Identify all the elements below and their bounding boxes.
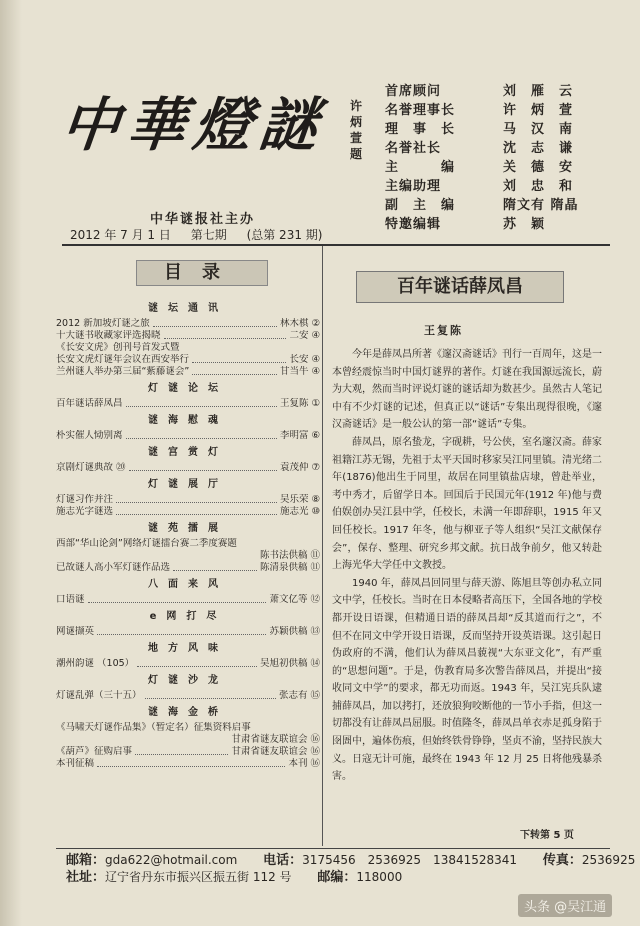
toc-leader-dots (153, 318, 277, 327)
toc-item-author: 长安 (289, 354, 309, 365)
staff-name: 刘 雁 云 (503, 84, 574, 99)
toc-item-author: 陈清泉供稿 (259, 562, 308, 573)
toc-leader-dots (126, 430, 277, 439)
toc-item[interactable] (56, 354, 320, 366)
toc-leader-dots (97, 758, 285, 767)
address-label: 社址： (66, 870, 106, 885)
toc-item[interactable] (56, 690, 320, 702)
toc-item-title: 西部“华山论剑”网络灯谜擂台赛二季度赛题 (56, 538, 237, 549)
zip-label: 邮编： (317, 870, 357, 885)
toc-item-author: 吴旭初供稿 (259, 658, 308, 669)
toc-item[interactable] (56, 330, 320, 342)
toc-item-author: 甘肃省谜友联谊会 (231, 734, 308, 745)
toc-item[interactable] (56, 342, 320, 354)
toc-item[interactable] (56, 462, 320, 474)
toc-item[interactable] (56, 398, 320, 410)
toc-item[interactable] (56, 318, 320, 330)
toc-leader-dots (192, 354, 286, 363)
toc-item-author: 李明富 (279, 430, 309, 441)
toc-section-title: 八面来风 (148, 579, 228, 590)
toc-leader-dots (126, 398, 277, 407)
toc-section-title: e网打尽 (149, 611, 227, 622)
toc-item-page: ④ (311, 354, 320, 365)
toc-leader-dots (135, 746, 228, 755)
toc-item-author: 萧文亿等 (269, 594, 308, 605)
toc-item-title: 《马啸天灯谜作品集》（暂定名）征集资料启事 (56, 722, 251, 733)
toc-item-page: ⑦ (311, 462, 320, 473)
toc-item-title: 已故谜人高小军灯谜作品选 (56, 562, 171, 573)
toc-item-page: ⑯ (310, 746, 320, 757)
toc-section-title: 灯谜论坛 (148, 383, 228, 394)
toc-item[interactable] (56, 562, 320, 574)
toc-item-author: 施志光 (279, 506, 309, 517)
toc-leader-dots (192, 366, 277, 375)
fax-value: 2536925 (581, 853, 636, 867)
staff-list (385, 80, 603, 232)
staff-name: 马 汉 南 (503, 122, 574, 137)
staff-title: 副 主 编 (385, 198, 456, 213)
toc-section-title: 灯谜沙龙 (148, 675, 228, 686)
toc-section-title: 谜宫赏灯 (148, 447, 228, 458)
toc-item-author: 甘肃省谜友联谊会 (231, 746, 308, 757)
staff-name: 关 德 安 (503, 160, 574, 175)
toc-item[interactable] (56, 366, 320, 378)
toc-section-title: 地方风味 (148, 643, 228, 654)
staff-title: 主编助理 (385, 179, 442, 194)
toc-item-page: ④ (311, 330, 320, 341)
column-divider (322, 246, 323, 846)
fax-label: 传真： (542, 853, 582, 868)
toc-section-title: 谜海金桥 (148, 707, 228, 718)
toc-item-author: 吴乐荣 (279, 494, 309, 505)
toc-item-author: 林木棋 (279, 318, 309, 329)
toc-item[interactable] (56, 734, 320, 746)
page-fold-shadow (0, 0, 22, 926)
phone-value: 3175456 2536925 13841528341 (302, 853, 518, 867)
toc-leader-dots (116, 506, 277, 515)
footer-contacts (66, 852, 635, 886)
toc-leader-dots (97, 626, 266, 635)
staff-row (385, 137, 603, 156)
toc-item-title: 朴实催人恸别离 (56, 430, 123, 441)
toc-item-author: 袁茂仲 (279, 462, 309, 473)
staff-title: 特邀编辑 (385, 217, 442, 232)
toc-item-page: ⑬ (310, 626, 320, 637)
toc-item-page: ① (311, 398, 320, 409)
staff-title: 名誉理事长 (385, 103, 456, 118)
toc-item[interactable] (56, 626, 320, 638)
toc-leader-dots (137, 658, 257, 667)
issue-total: (总第 231 期) (246, 228, 323, 242)
toc-section-title: 谜海慰魂 (148, 415, 228, 426)
article-paragraph: 薛凤昌，原名蛰龙，字砚耕，号公侠，室名邃汉斋。薛家祖籍江苏无锡，先祖于太平天国时移家吴江同里镇。清光绪二年(1876)他出生于同里，故居在同里镇盐店埭，曾赴举业，考中秀才，后留学日本。回国后于民国元年(1912 年)他与费伯娱创办吴江县中学，任校长，未满一年即辞职，1915 年又回任校长。1917 年冬，他与柳亚子等人组织“吴江文献保存会”，保存、整理、研究乡邦文献。抗日战争前夕，他又转赴上海光华大学任中文教授。 (332, 436, 602, 572)
toc-item-author: 王复陈 (279, 398, 309, 409)
toc-item-author: 本刊 (288, 758, 308, 769)
staff-row (385, 80, 603, 99)
sponsor-line: 中华谜报社主办 (150, 212, 256, 227)
staff-row (385, 213, 603, 232)
masthead-title: 中華燈謎 (57, 91, 330, 159)
toc-item-title: 灯谜乱弹（三十五） (56, 690, 142, 701)
toc-item-page: ② (311, 318, 320, 329)
toc-item-author: 甘当牛 (279, 366, 309, 377)
toc-item-page: ⑭ (310, 658, 320, 669)
staff-row (385, 118, 603, 137)
toc-item-page: ⑥ (311, 430, 320, 441)
zip-value: 118000 (356, 870, 403, 884)
table-of-contents (56, 298, 320, 770)
toc-item-page: ④ (311, 366, 320, 377)
toc-item-page: ⑯ (310, 758, 320, 769)
toc-leader-dots (116, 494, 277, 503)
toc-leader-dots (129, 462, 277, 471)
staff-row (385, 194, 603, 213)
toc-leader-dots (164, 330, 287, 339)
toc-section-title: 灯谜展厅 (148, 479, 228, 490)
toc-item[interactable] (56, 506, 320, 518)
toc-section-title: 谜苑擂展 (148, 523, 228, 534)
toc-item[interactable] (56, 758, 320, 770)
dateline (70, 226, 338, 243)
issue-number: 第七期 (190, 228, 227, 242)
email-value: gda622@hotmail.com (105, 853, 238, 867)
toc-item-title: 灯谜习作并注 (56, 494, 114, 505)
toc-item[interactable] (56, 722, 320, 734)
toc-item-author: 苏颖供稿 (269, 626, 308, 637)
toc-item-title: 《葫芦》征购启事 (56, 746, 133, 757)
article-paragraph: 1940 年，薛凤昌回同里与薛天游、陈旭旦等创办私立同文中学，任校长。当时在日本侵略者高压下，全国各地的学校都开设日语课，但精通日语的薛凤昌却“反其道而行之”，不但不在同文中学开设日语课，反而坚持开设英语课。这引起日伪政府的不满，他们认为薛凤昌藐视“大东亚文化”，有严重的“思想问题”。于是，伪教育局多次警告薛凤昌，并提出“接收同文中学”的要求，都无功而返。1943 年，吴江宪兵队逮捕薛凤昌，加以拷打，还放狼狗咬断他的一节小手指，但这一切都没有让薛凤昌屈服。时值隆冬，薛凤昌单衣赤足孤身陷于囹圄中，遍体伤痕，但始终铁骨铮铮，坚贞不渝，坚持民族大义。日寇无计可施，最终在 1943 年 12 月 25 日将他残暴杀害。 (332, 577, 602, 783)
toc-leader-dots (173, 562, 257, 571)
toc-item-title: 十大谜书收藏家评选揭晓 (56, 330, 161, 341)
continued-note: 下转第 5 页 (520, 830, 574, 841)
toc-item-page: ⑮ (310, 690, 320, 701)
email-label: 邮箱： (66, 853, 106, 868)
staff-title: 理 事 长 (385, 122, 456, 137)
staff-title: 名誉社长 (385, 141, 442, 156)
footer-rule (56, 848, 610, 849)
toc-item-title: 施志光字谜选 (56, 506, 114, 517)
article-title: 百年谜话薛凤昌 (356, 271, 564, 303)
toc-item-author: 二安 (289, 330, 309, 341)
phone-label: 电话： (263, 853, 303, 868)
toc-item-title: 本刊征稿 (56, 758, 95, 769)
toc-item-title: 2012 新加坡灯谜之旅 (56, 318, 150, 329)
toc-item-title: 百年谜话薛凤昌 (56, 398, 123, 409)
toc-leader-dots (145, 690, 276, 699)
staff-name: 许 炳 萱 (503, 103, 574, 118)
toc-item-title: 潮州韵谜 （105） (56, 658, 135, 669)
article-paragraph: 今年是薛凤昌所著《邃汉斋谜话》刊行一百周年，这是一本曾经震惊当时中国灯谜界的著作。灯谜在我国源远流长，蔚为大观，然而当时评说灯谜的谜话却为数甚少。虽然古人笔记中有不少灯谜的记述，但真正以“谜话”专集出现得很晚，《邃汉斋谜话》是一般公认的第一部“谜话”专集。 (332, 349, 602, 431)
staff-row (385, 156, 603, 175)
staff-name: 沈 志 谦 (503, 141, 574, 156)
staff-name: 刘 忠 和 (503, 179, 574, 194)
staff-row (385, 99, 603, 118)
toc-item[interactable] (56, 658, 320, 670)
toc-item[interactable] (56, 430, 320, 442)
issue-date: 2012 年 7 月 1 日 (70, 228, 171, 242)
toc-item-page: ⑩ (311, 506, 320, 517)
toc-heading: 目录 (136, 260, 268, 286)
staff-row (385, 175, 603, 194)
calligrapher-signature: 许炳萱题 (350, 99, 363, 161)
article-body (332, 346, 602, 786)
address-value: 辽宁省丹东市振兴区振五街 112 号 (105, 870, 292, 884)
toc-item-author: 陈书法供稿 (259, 550, 308, 561)
toc-item-author: 张志有 (278, 690, 308, 701)
toc-item[interactable] (56, 746, 320, 758)
toc-leader-dots (88, 594, 267, 603)
toc-item-title: 《长安文虎》创刊号首发式暨 (56, 342, 180, 353)
staff-title: 首席顾问 (385, 84, 442, 99)
toc-item-page: ⑪ (310, 562, 320, 573)
header-rule (62, 244, 610, 246)
toc-item-page: ⑪ (310, 550, 320, 561)
toc-item[interactable] (56, 550, 320, 562)
staff-name: 苏 颖 (503, 217, 546, 232)
toc-section-title: 谜坛通讯 (148, 303, 228, 314)
toc-item[interactable] (56, 538, 320, 550)
toc-item[interactable] (56, 494, 320, 506)
toc-item-title: 长安文虎灯谜年会议在西安举行 (56, 354, 190, 365)
article-author: 王复陈 (424, 324, 463, 337)
toc-item-page: ⑧ (311, 494, 320, 505)
toc-item-title: 兰州谜人举办第三届“紫藤谜会” (56, 366, 190, 377)
toc-item-title: 网谜撷英 (56, 626, 95, 637)
toc-item-page: ⑫ (310, 594, 320, 605)
source-watermark: 头条 @吴江通 (518, 894, 612, 917)
staff-name: 隋文有 隋晶 (503, 198, 579, 213)
toc-item-title: 京剧灯谜典故 ⑳ (56, 462, 126, 473)
toc-item[interactable] (56, 594, 320, 606)
toc-item-page: ⑯ (310, 734, 320, 745)
staff-title: 主 编 (385, 160, 456, 175)
toc-item-title: 口语谜 (56, 594, 85, 605)
